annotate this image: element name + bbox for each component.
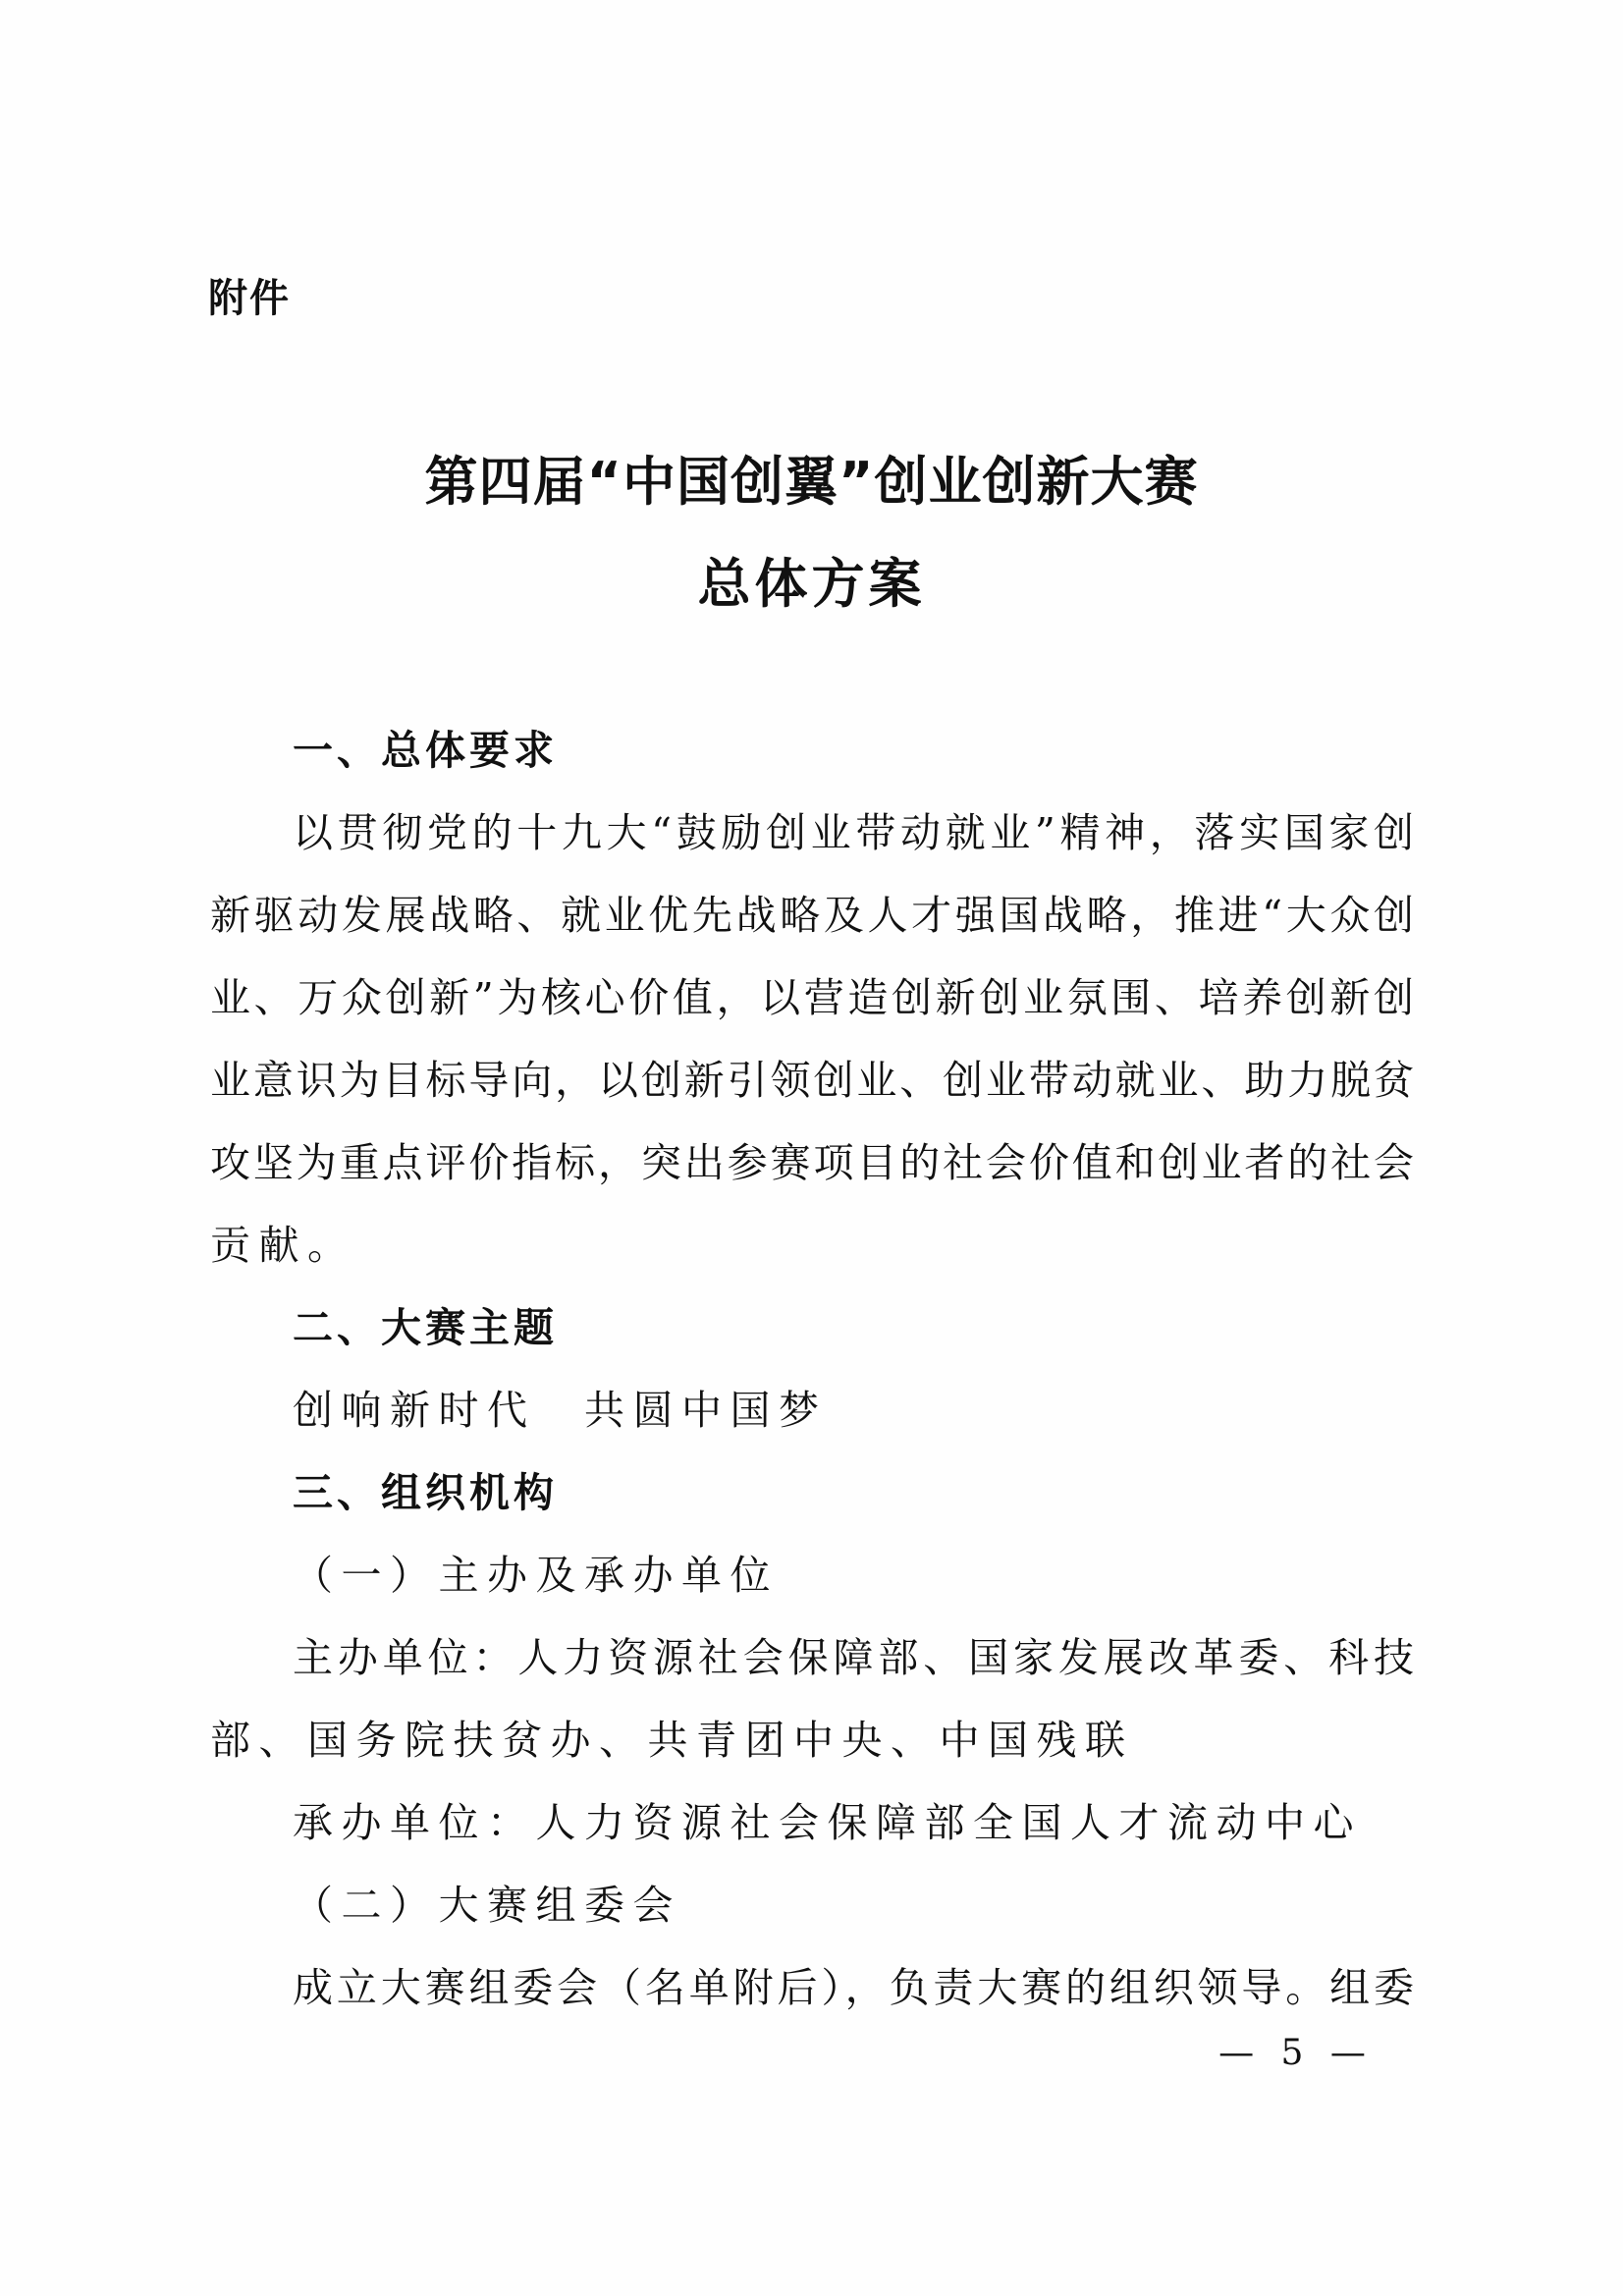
attachment-label: 附件 — [208, 276, 291, 321]
organizer-unit-line: 承办单位：人力资源社会保障部全国人才流动中心 — [293, 1799, 1362, 1846]
paragraph-line: 新驱动发展战略、就业优先战略及人才强国战略，推进“大众创 — [210, 892, 1414, 939]
section-heading-theme: 二、大赛主题 — [293, 1304, 558, 1351]
document-subtitle: 总体方案 — [697, 553, 926, 615]
subsection-heading-hosts: （一）主办及承办单位 — [293, 1552, 779, 1599]
paragraph-line: 攻坚为重点评价指标，突出参赛项目的社会价值和创业者的社会 — [210, 1139, 1414, 1186]
paragraph-line: 业、万众创新”为核心价值，以营造创新创业氛围、培养创新创 — [210, 974, 1414, 1021]
theme-text: 创响新时代 共圆中国梦 — [293, 1387, 828, 1434]
host-units-line: 主办单位：人力资源社会保障部、国家发展改革委、科技 — [293, 1634, 1414, 1681]
committee-line: 成立大赛组委会（名单附后），负责大赛的组织领导。组委 — [293, 1964, 1414, 2011]
section-heading-general-requirements: 一、总体要求 — [293, 727, 558, 774]
paragraph-line: 以贯彻党的十九大“鼓励创业带动就业”精神，落实国家创 — [293, 809, 1414, 856]
page-number: — 5 — — [1218, 2033, 1374, 2073]
section-heading-organization: 三、组织机构 — [293, 1469, 558, 1516]
paragraph-line: 业意识为目标导向，以创新引领创业、创业带动就业、助力脱贫 — [210, 1057, 1414, 1104]
document-title: 第四届“中国创翼”创业创新大赛 — [424, 451, 1199, 513]
subsection-heading-committee: （二）大赛组委会 — [293, 1882, 681, 1929]
paragraph-line: 贡献。 — [210, 1222, 356, 1269]
host-units-line: 部、国务院扶贫办、共青团中央、中国残联 — [210, 1717, 1134, 1764]
